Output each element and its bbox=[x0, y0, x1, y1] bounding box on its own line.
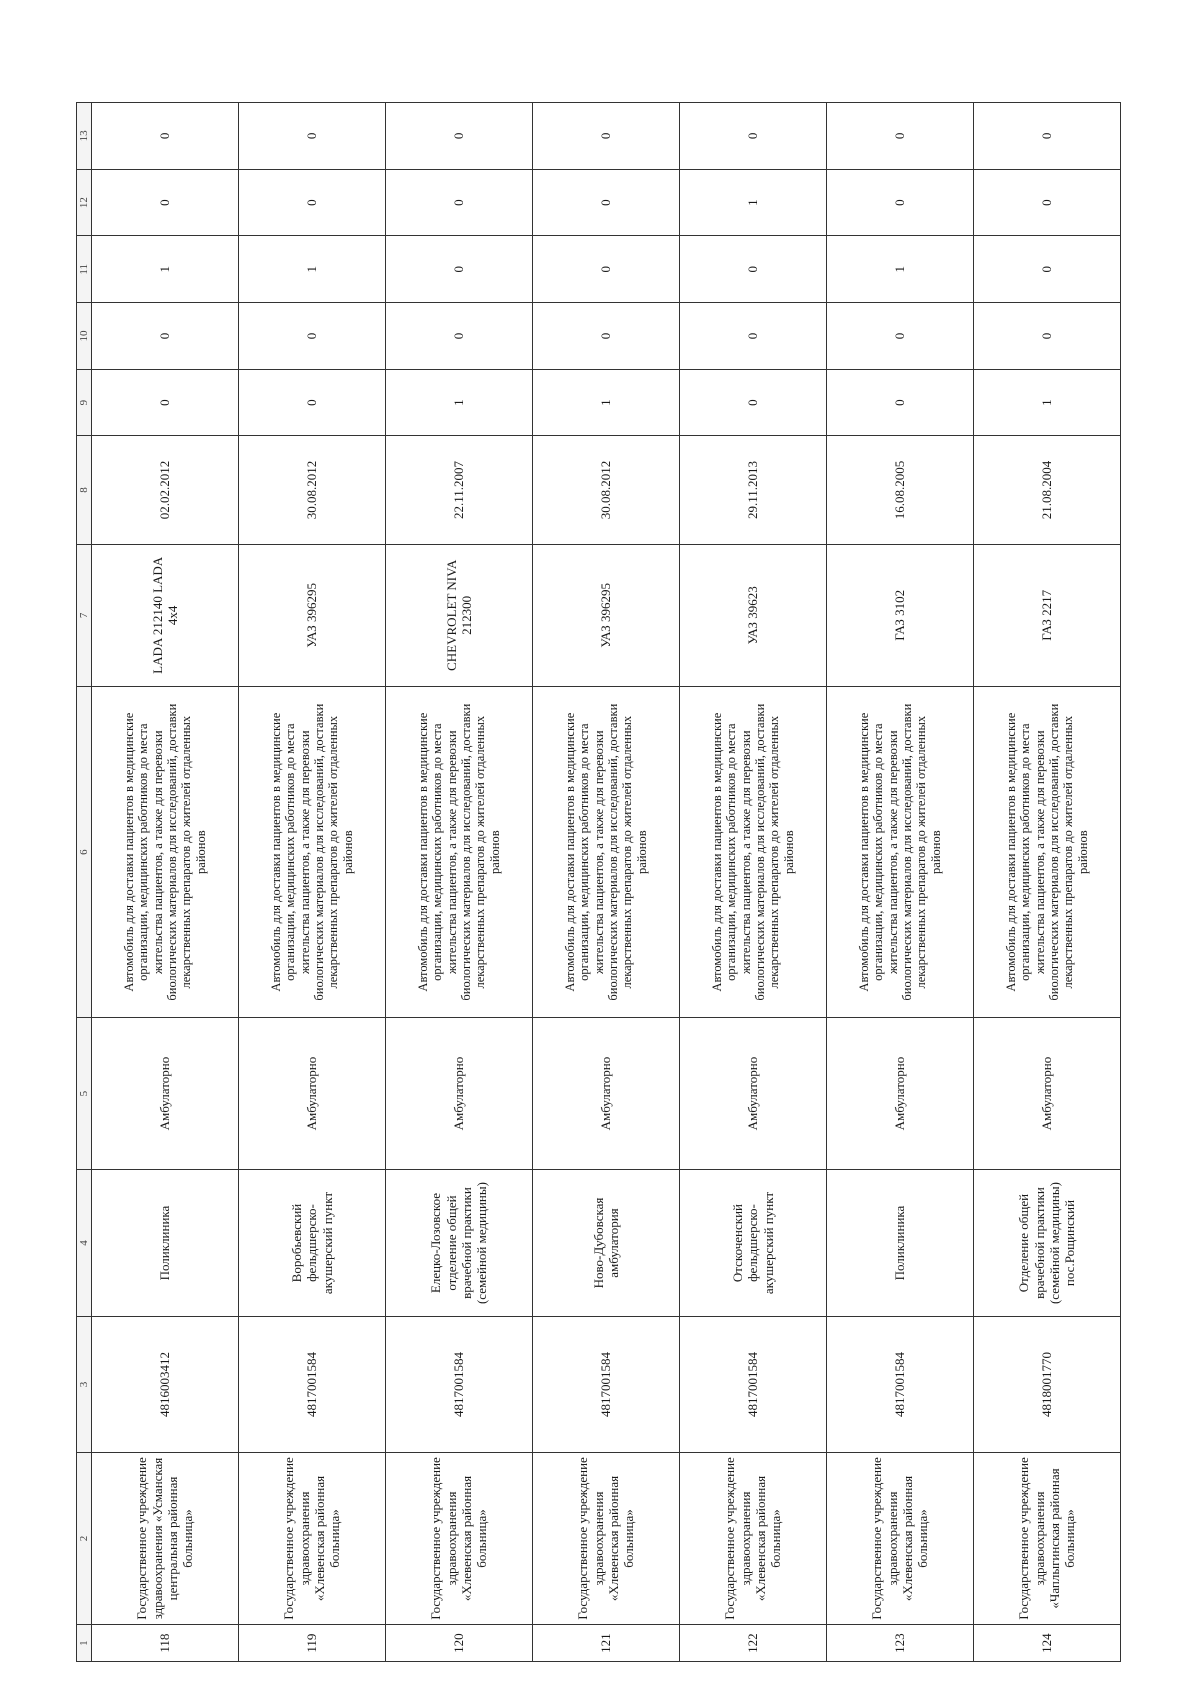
vehicle-purpose: Автомобиль для доставки пациентов в медицинские организации, медицинских работников до места жительства пациентов, а также для перевозки биологических материалов для исследований, доставки лекарственных препаратов до жителей отдаленных районов bbox=[827, 687, 974, 1018]
row-number: 121 bbox=[533, 1625, 680, 1662]
organization-inn: 4817001584 bbox=[680, 1317, 827, 1453]
care-condition: Амбулаторно bbox=[680, 1018, 827, 1170]
column-number: 6 bbox=[77, 687, 92, 1018]
count-col-12: 0 bbox=[239, 169, 386, 236]
row-number: 120 bbox=[386, 1625, 533, 1662]
column-number: 4 bbox=[77, 1169, 92, 1316]
count-col-9: 0 bbox=[680, 369, 827, 436]
count-col-12: 0 bbox=[386, 169, 533, 236]
count-col-11: 0 bbox=[386, 236, 533, 303]
organization-name: Государственное учреждение здравоохранения «Усманская центральная районная больница» bbox=[92, 1452, 239, 1624]
count-col-13: 0 bbox=[974, 103, 1121, 170]
vehicle-purpose: Автомобиль для доставки пациентов в медицинские организации, медицинских работников до места жительства пациентов, а также для перевозки биологических материалов для исследований, доставки лекарственных препаратов до жителей отдаленных районов bbox=[239, 687, 386, 1018]
count-col-9: 0 bbox=[239, 369, 386, 436]
count-col-13: 0 bbox=[386, 103, 533, 170]
table-row bbox=[974, 103, 1121, 1662]
count-col-10: 0 bbox=[680, 303, 827, 370]
vehicle-register-table bbox=[76, 102, 1121, 1662]
vehicle-model: УАЗ 396295 bbox=[533, 544, 680, 687]
division-name: Отскоченский фельдшерско-акушерский пункт bbox=[680, 1169, 827, 1316]
rotated-document-page bbox=[76, 102, 1121, 1662]
organization-inn: 4816003412 bbox=[92, 1317, 239, 1453]
count-col-12: 0 bbox=[827, 169, 974, 236]
vehicle-model: LADA 212140 LADA 4x4 bbox=[92, 544, 239, 687]
count-col-13: 0 bbox=[533, 103, 680, 170]
count-col-13: 0 bbox=[827, 103, 974, 170]
organization-inn: 4817001584 bbox=[239, 1317, 386, 1453]
vehicle-model: CHEVROLET NIVA 212300 bbox=[386, 544, 533, 687]
count-col-9: 0 bbox=[92, 369, 239, 436]
row-number: 118 bbox=[92, 1625, 239, 1662]
row-number: 124 bbox=[974, 1625, 1121, 1662]
column-number: 2 bbox=[77, 1452, 92, 1624]
care-condition: Амбулаторно bbox=[827, 1018, 974, 1170]
registration-date: 30.08.2012 bbox=[239, 436, 386, 544]
column-number: 5 bbox=[77, 1018, 92, 1170]
column-number: 10 bbox=[77, 303, 92, 370]
column-number: 12 bbox=[77, 169, 92, 236]
division-name: Ново-Дубовская амбулатория bbox=[533, 1169, 680, 1316]
table-row bbox=[92, 103, 239, 1662]
column-number-row bbox=[77, 103, 92, 1662]
vehicle-model: УАЗ 39623 bbox=[680, 544, 827, 687]
count-col-11: 0 bbox=[974, 236, 1121, 303]
count-col-9: 1 bbox=[533, 369, 680, 436]
organization-name: Государственное учреждение здравоохранения «Хлевенская районная больница» bbox=[827, 1452, 974, 1624]
organization-name: Государственное учреждение здравоохранения «Хлевенская районная больница» bbox=[386, 1452, 533, 1624]
organization-name: Государственное учреждение здравоохранения «Хлевенская районная больница» bbox=[239, 1452, 386, 1624]
column-number: 13 bbox=[77, 103, 92, 170]
organization-inn: 4817001584 bbox=[386, 1317, 533, 1453]
column-number: 8 bbox=[77, 436, 92, 544]
registration-date: 16.08.2005 bbox=[827, 436, 974, 544]
count-col-11: 0 bbox=[533, 236, 680, 303]
division-name: Воробьевский фельдшерско-акушерский пункт bbox=[239, 1169, 386, 1316]
organization-inn: 4817001584 bbox=[533, 1317, 680, 1453]
vehicle-purpose: Автомобиль для доставки пациентов в медицинские организации, медицинских работников до места жительства пациентов, а также для перевозки биологических материалов для исследований, доставки лекарственных препаратов до жителей отдаленных районов bbox=[92, 687, 239, 1018]
organization-name: Государственное учреждение здравоохранения «Хлевенская районная больница» bbox=[680, 1452, 827, 1624]
table-row bbox=[239, 103, 386, 1662]
registration-date: 22.11.2007 bbox=[386, 436, 533, 544]
organization-name: Государственное учреждение здравоохранения «Чаплыгинская районная больница» bbox=[974, 1452, 1121, 1624]
registration-date: 29.11.2013 bbox=[680, 436, 827, 544]
count-col-10: 0 bbox=[386, 303, 533, 370]
table-row bbox=[386, 103, 533, 1662]
count-col-10: 0 bbox=[533, 303, 680, 370]
table-row bbox=[533, 103, 680, 1662]
registration-date: 02.02.2012 bbox=[92, 436, 239, 544]
care-condition: Амбулаторно bbox=[239, 1018, 386, 1170]
care-condition: Амбулаторно bbox=[92, 1018, 239, 1170]
vehicle-purpose: Автомобиль для доставки пациентов в медицинские организации, медицинских работников до места жительства пациентов, а также для перевозки биологических материалов для исследований, доставки лекарственных препаратов до жителей отдаленных районов bbox=[533, 687, 680, 1018]
row-number: 119 bbox=[239, 1625, 386, 1662]
column-number: 9 bbox=[77, 369, 92, 436]
vehicle-model: ГАЗ 3102 bbox=[827, 544, 974, 687]
column-number: 7 bbox=[77, 544, 92, 687]
column-number: 1 bbox=[77, 1625, 92, 1662]
registration-date: 21.08.2004 bbox=[974, 436, 1121, 544]
vehicle-purpose: Автомобиль для доставки пациентов в медицинские организации, медицинских работников до места жительства пациентов, а также для перевозки биологических материалов для исследований, доставки лекарственных препаратов до жителей отдаленных районов bbox=[974, 687, 1121, 1018]
table-row bbox=[827, 103, 974, 1662]
organization-inn: 4817001584 bbox=[827, 1317, 974, 1453]
count-col-13: 0 bbox=[239, 103, 386, 170]
count-col-9: 1 bbox=[974, 369, 1121, 436]
count-col-12: 0 bbox=[533, 169, 680, 236]
count-col-9: 0 bbox=[827, 369, 974, 436]
column-number: 11 bbox=[77, 236, 92, 303]
table-row bbox=[680, 103, 827, 1662]
count-col-10: 0 bbox=[239, 303, 386, 370]
count-col-10: 0 bbox=[827, 303, 974, 370]
count-col-11: 0 bbox=[680, 236, 827, 303]
vehicle-purpose: Автомобиль для доставки пациентов в медицинские организации, медицинских работников до места жительства пациентов, а также для перевозки биологических материалов для исследований, доставки лекарственных препаратов до жителей отдаленных районов bbox=[680, 687, 827, 1018]
count-col-12: 0 bbox=[92, 169, 239, 236]
division-name: Поликлиника bbox=[827, 1169, 974, 1316]
vehicle-purpose: Автомобиль для доставки пациентов в медицинские организации, медицинских работников до места жительства пациентов, а также для перевозки биологических материалов для исследований, доставки лекарственных препаратов до жителей отдаленных районов bbox=[386, 687, 533, 1018]
care-condition: Амбулаторно bbox=[386, 1018, 533, 1170]
row-number: 122 bbox=[680, 1625, 827, 1662]
registration-date: 30.08.2012 bbox=[533, 436, 680, 544]
division-name: Поликлиника bbox=[92, 1169, 239, 1316]
count-col-12: 0 bbox=[974, 169, 1121, 236]
count-col-13: 0 bbox=[92, 103, 239, 170]
count-col-9: 1 bbox=[386, 369, 533, 436]
vehicle-model: УАЗ 396295 bbox=[239, 544, 386, 687]
division-name: Отделение общей врачебной практики (семейной медицины) пос.Рощинский bbox=[974, 1169, 1121, 1316]
count-col-12: 1 bbox=[680, 169, 827, 236]
count-col-11: 1 bbox=[239, 236, 386, 303]
count-col-13: 0 bbox=[680, 103, 827, 170]
care-condition: Амбулаторно bbox=[974, 1018, 1121, 1170]
division-name: Елецко-Лозовское отделение общей врачебной практики (семейной медицины) bbox=[386, 1169, 533, 1316]
vehicle-model: ГАЗ 2217 bbox=[974, 544, 1121, 687]
count-col-10: 0 bbox=[974, 303, 1121, 370]
count-col-10: 0 bbox=[92, 303, 239, 370]
count-col-11: 1 bbox=[92, 236, 239, 303]
organization-inn: 4818001770 bbox=[974, 1317, 1121, 1453]
row-number: 123 bbox=[827, 1625, 974, 1662]
care-condition: Амбулаторно bbox=[533, 1018, 680, 1170]
organization-name: Государственное учреждение здравоохранения «Хлевенская районная больница» bbox=[533, 1452, 680, 1624]
count-col-11: 1 bbox=[827, 236, 974, 303]
column-number: 3 bbox=[77, 1317, 92, 1453]
